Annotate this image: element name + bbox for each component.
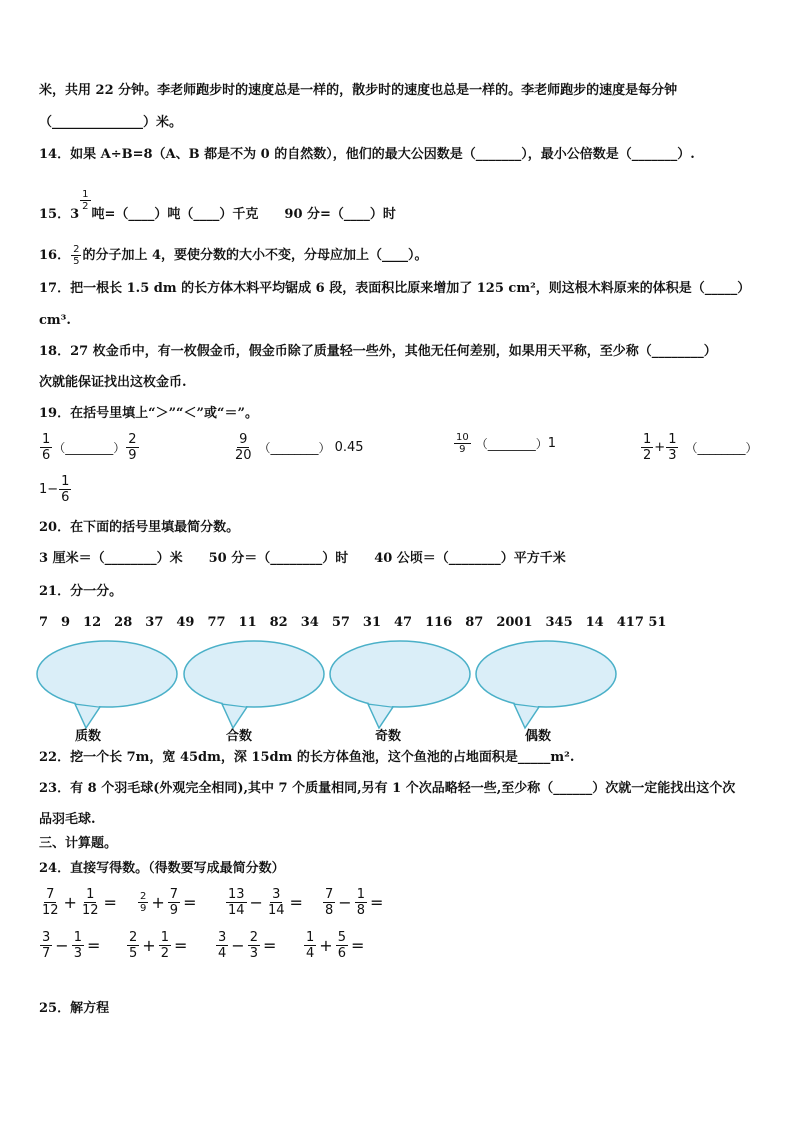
fraction: $\frac{1}{6}$ bbox=[61, 474, 70, 505]
bubble-label-composite: 合数 bbox=[226, 729, 253, 744]
bubble-label-even: 偶数 bbox=[525, 729, 552, 744]
plus-sign: + bbox=[654, 440, 666, 455]
q19-item-b bbox=[232, 432, 364, 463]
q15-prefix: 15．3 bbox=[39, 207, 80, 222]
q13-answer-blank[interactable]: （______________）米。 bbox=[39, 115, 183, 130]
expr-2: $\frac{2}{9}$ + $\frac{7}{9}$ = bbox=[140, 887, 197, 918]
fraction: $\frac{10}{9}$ bbox=[456, 432, 469, 455]
question-22: 22．挖一个长 7m，宽 45dm，深 15dm 的长方体鱼池，这个鱼池的占地面积是_____m². bbox=[39, 750, 575, 765]
question-17: 17．把一根长 1.5 dm 的长方体木料平均锯成 6 段，表面积比原来增加了 125 cm²，则这根木料原来的体积是（_____） bbox=[39, 281, 751, 296]
expr-3: $\frac{13}{14}$ − $\frac{3}{14}$ = bbox=[228, 887, 303, 918]
expr-8: $\frac{1}{4}$ + $\frac{5}{6}$ = bbox=[306, 930, 365, 961]
q19-item-e bbox=[39, 474, 72, 505]
bubble-even[interactable] bbox=[476, 641, 616, 728]
expr-4: $\frac{7}{8}$ − $\frac{1}{8}$ = bbox=[325, 887, 384, 918]
q19-e-lead: 1− bbox=[39, 482, 59, 497]
q19-item-d bbox=[640, 432, 757, 463]
bubble-prime[interactable] bbox=[37, 641, 177, 728]
q13-continuation: 米，共用 22 分钟。李老师跑步时的速度总是一样的，散步时的速度也总是一样的。李老师跑步的速度是每分钟 bbox=[39, 83, 678, 98]
bubble-label-odd: 奇数 bbox=[375, 729, 402, 744]
question-19: 19．在括号里填上“＞”“＜”或“＝”。 bbox=[39, 406, 258, 421]
q15-text: 吨=（____）吨（____）千克 90 分=（____）时 bbox=[91, 207, 396, 222]
q19-item-c bbox=[453, 432, 556, 455]
question-24: 24．直接写得数。（得数要写成最简分数） bbox=[39, 861, 285, 876]
q15-fraction bbox=[80, 189, 90, 212]
q19-c-blank[interactable]: （________） bbox=[475, 437, 548, 451]
q19-item-a bbox=[39, 432, 140, 463]
q16-fraction bbox=[71, 244, 81, 267]
question-15 bbox=[39, 189, 396, 226]
fraction: $\frac{1}{3}$ bbox=[668, 432, 677, 463]
q16-frac-den: 5 bbox=[73, 256, 80, 267]
section-3-title: 三、计算题。 bbox=[39, 836, 118, 851]
expr-7: $\frac{3}{4}$ − $\frac{2}{3}$ = bbox=[218, 930, 277, 961]
expr-1: $\frac{7}{12}$ + $\frac{1}{12}$ = bbox=[42, 887, 117, 918]
q16-prefix: 16． bbox=[39, 248, 71, 263]
bubble-composite[interactable] bbox=[184, 641, 324, 728]
question-23: 23．有 8 个羽毛球(外观完全相同),其中 7 个质量相同,另有 1 个次品略轻一些,至少称（______）次就一定能找出这个次 bbox=[39, 781, 736, 796]
fraction: $\frac{1}{6}$ bbox=[42, 432, 51, 463]
fraction: $\frac{9}{20}$ bbox=[235, 432, 252, 463]
question-16 bbox=[39, 244, 428, 267]
question-18-cont: 次就能保证找出这枚金币. bbox=[39, 375, 187, 390]
expr-6: $\frac{2}{5}$ + $\frac{1}{2}$ = bbox=[129, 930, 188, 961]
question-20-items: 3 厘米＝（________）米 50 分＝（________）时 40 公顷＝（________）平方千米 bbox=[39, 551, 566, 566]
question-18: 18．27 枚金币中，有一枚假金币，假金币除了质量轻一些外，其他无任何差别，如果用天平称，至少称（________） bbox=[39, 344, 717, 359]
question-17-unit: cm³. bbox=[39, 313, 71, 328]
q15-frac-den: 2 bbox=[82, 201, 89, 212]
q19-c-tail: 1 bbox=[547, 436, 557, 451]
sort-bubbles bbox=[0, 630, 794, 740]
q15-frac-num: 1 bbox=[82, 189, 89, 200]
question-23-cont: 品羽毛球. bbox=[39, 812, 96, 827]
q19-a-blank[interactable]: （________） bbox=[53, 441, 126, 455]
question-21-numbers: 7 9 12 28 37 49 77 11 82 34 57 31 47 116 87 2001 345 14 417 51 bbox=[39, 615, 667, 630]
question-20: 20．在下面的括号里填最简分数。 bbox=[39, 520, 240, 535]
question-21: 21．分一分。 bbox=[39, 584, 123, 599]
q16-text: 的分子加上 4，要使分数的大小不变，分母应加上（____）。 bbox=[82, 248, 428, 263]
fraction: $\frac{2}{9}$ bbox=[128, 432, 137, 463]
q19-b-tail: 0.45 bbox=[334, 440, 364, 455]
question-25: 25．解方程 bbox=[39, 1001, 110, 1016]
question-14: 14．如果 A÷B=8（A、B 都是不为 0 的自然数），他们的最大公因数是（_______），最小公倍数是（_______）. bbox=[39, 147, 695, 162]
q19-b-blank[interactable]: （________） bbox=[258, 441, 331, 455]
q16-frac-num: 2 bbox=[73, 244, 80, 255]
expr-5: $\frac{3}{7}$ − $\frac{1}{3}$ = bbox=[42, 930, 101, 961]
q19-d-blank[interactable]: （________） bbox=[685, 441, 758, 455]
bubble-odd[interactable] bbox=[330, 641, 470, 728]
fraction: $\frac{1}{2}$ bbox=[643, 432, 652, 463]
bubble-label-prime: 质数 bbox=[75, 729, 102, 744]
